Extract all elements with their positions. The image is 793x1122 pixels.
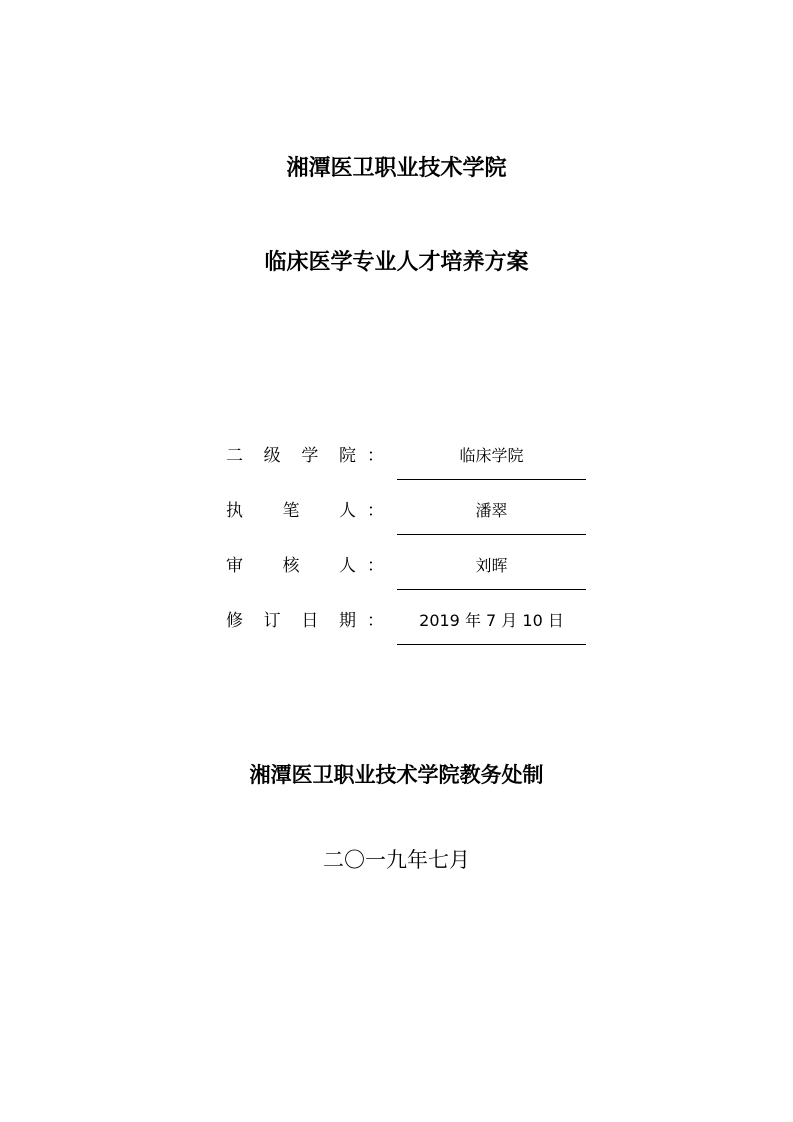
label-char: 核 bbox=[282, 556, 300, 576]
info-label-revision-date bbox=[226, 609, 356, 633]
info-row-department bbox=[226, 440, 588, 495]
info-value-author: 潘翠 bbox=[475, 501, 508, 520]
label-char: 审 bbox=[226, 556, 243, 576]
label-char: 院 bbox=[338, 446, 356, 466]
info-value-department: 临床学院 bbox=[459, 446, 524, 465]
info-value-revision-date: 2019 年 7 月 10 日 bbox=[419, 611, 564, 630]
info-label-department bbox=[226, 444, 356, 468]
issuer-title: 湘潭医卫职业技术学院教务处制 bbox=[249, 762, 544, 787]
label-char: 执 bbox=[226, 501, 243, 521]
label-char: 修 bbox=[226, 611, 243, 631]
label-char: 学 bbox=[301, 446, 319, 466]
date-title: 二〇一九年七月 bbox=[323, 848, 470, 872]
info-label-reviewer bbox=[226, 554, 356, 578]
info-colon: ： bbox=[367, 556, 384, 576]
info-underline bbox=[397, 479, 586, 480]
info-colon: ： bbox=[367, 446, 384, 466]
label-char: 订 bbox=[263, 611, 281, 631]
program-title: 临床医学专业人才培养方案 bbox=[264, 249, 529, 275]
info-row-revision-date bbox=[226, 605, 588, 660]
label-char: 级 bbox=[263, 446, 281, 466]
school-title: 湘潭医卫职业技术学院 bbox=[286, 155, 507, 181]
label-char: 人 bbox=[339, 501, 356, 521]
info-row-author bbox=[226, 495, 588, 550]
info-table bbox=[226, 440, 588, 660]
info-underline bbox=[397, 534, 586, 535]
info-underline bbox=[397, 589, 586, 590]
info-colon: ： bbox=[367, 611, 384, 631]
info-underline bbox=[397, 644, 586, 645]
info-colon: ： bbox=[367, 501, 384, 521]
label-char: 日 bbox=[301, 611, 319, 631]
info-row-reviewer bbox=[226, 550, 588, 605]
info-value-reviewer: 刘晖 bbox=[475, 556, 508, 575]
label-char: 二 bbox=[226, 446, 243, 466]
label-char: 期 bbox=[338, 611, 356, 631]
info-label-author bbox=[226, 499, 356, 523]
label-char: 人 bbox=[339, 556, 356, 576]
label-char: 笔 bbox=[282, 501, 300, 521]
